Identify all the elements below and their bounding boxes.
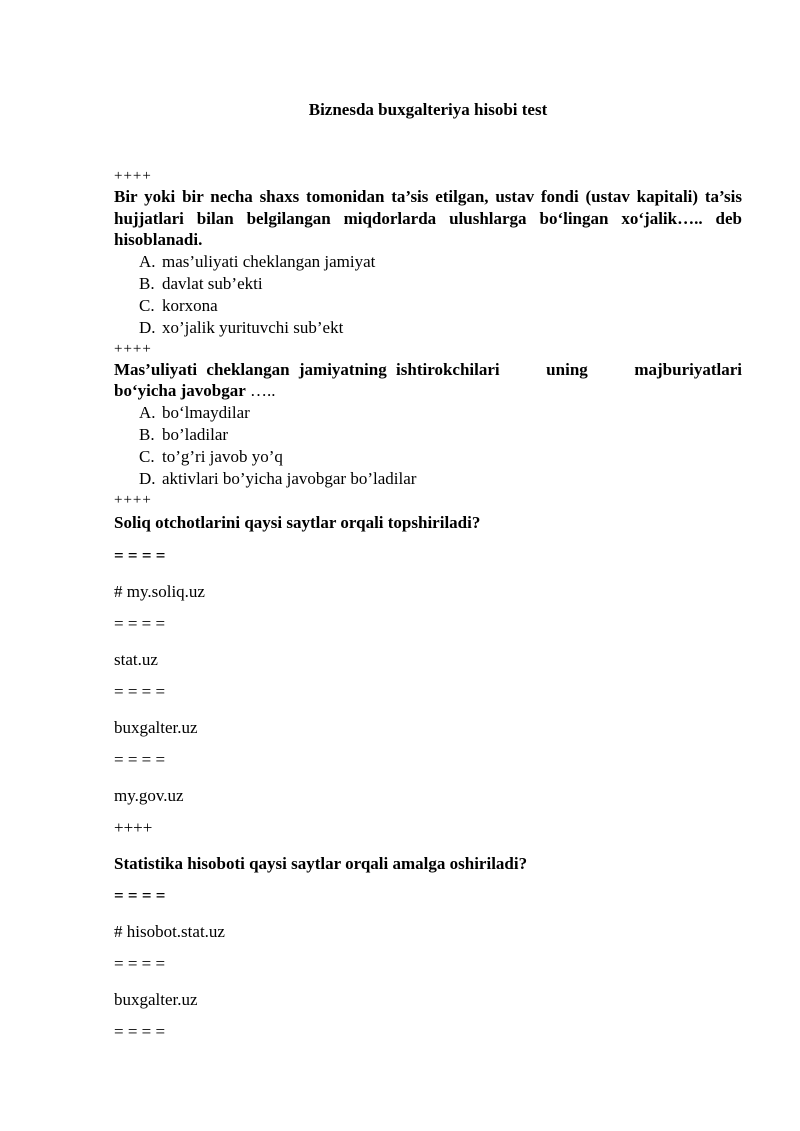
- answer-separator: = = = =: [114, 750, 166, 769]
- question-1-options: [114, 251, 742, 339]
- question-4-text: Statistika hisoboti qaysi saytlar orqali amalga oshiriladi?: [114, 854, 528, 873]
- option-item: [114, 273, 742, 295]
- option-text: korxona: [162, 295, 218, 315]
- answer-item: # hisobot.stat.uz: [114, 921, 225, 941]
- option-letter: D.: [139, 317, 156, 337]
- document-title: Biznesda buxgalteriya hisobi test: [308, 100, 548, 119]
- question-marker: ++++: [114, 340, 152, 357]
- option-letter: D.: [139, 468, 156, 488]
- option-text: to’g’ri javob yo’q: [162, 446, 283, 466]
- answer-separator: = = = =: [114, 885, 166, 905]
- question-marker: ++++: [114, 168, 152, 184]
- question-marker: ++++: [114, 491, 152, 508]
- question-3-text: Soliq otchotlarini qaysi saytlar orqali topshiriladi?: [114, 512, 481, 532]
- answer-separator: = = = =: [114, 682, 166, 701]
- answer-separator: = = = =: [114, 614, 166, 633]
- answer-item: buxgalter.uz: [114, 718, 198, 737]
- option-letter: C.: [139, 295, 155, 315]
- question-2-options: [114, 402, 742, 490]
- answer-separator: = = = =: [114, 546, 166, 565]
- question-1-text: Bir yoki bir necha shaxs tomonidan ta’sis etilgan, ustav fondi (ustav kapitali) ta’sis hujjatlari bilan belgilangan miqdorlarda ulushlarga bo‘lingan xo‘jalik….. deb hisoblanadi.: [114, 187, 742, 249]
- option-letter: B.: [139, 424, 155, 444]
- option-item: [114, 424, 742, 446]
- option-text: xo’jalik yurituvchi sub’ekt: [162, 317, 344, 337]
- question-2-text: [114, 359, 747, 402]
- answer-separator: = = = =: [114, 1021, 166, 1041]
- question-marker: ++++: [114, 818, 153, 837]
- option-item: [114, 446, 742, 468]
- option-text: bo’ladilar: [162, 424, 229, 444]
- answer-item: stat.uz: [114, 650, 158, 669]
- answer-separator: = = = =: [114, 953, 166, 973]
- option-item: [114, 468, 742, 490]
- option-letter: B.: [139, 273, 155, 293]
- option-item: [114, 317, 742, 339]
- option-letter: A.: [139, 251, 156, 271]
- option-item: [114, 295, 742, 317]
- question-2-tail: …..: [245, 381, 276, 400]
- question-2-main: Mas’uliyati cheklangan jamiyatning ishtirokchilari uning majburiyatlari bo‘yicha javobgar: [114, 359, 747, 400]
- option-text: davlat sub’ekti: [162, 273, 263, 293]
- answer-item: # my.soliq.uz: [114, 582, 205, 601]
- option-text: bo‘lmaydilar: [162, 402, 250, 422]
- option-text: mas’uliyati cheklangan jamiyat: [162, 251, 376, 271]
- option-letter: C.: [139, 446, 155, 466]
- option-item: [114, 251, 742, 273]
- option-item: [114, 402, 742, 424]
- option-letter: A.: [139, 402, 156, 422]
- answer-item: buxgalter.uz: [114, 989, 198, 1009]
- document-body: [114, 166, 747, 1043]
- option-text: aktivlari bo’yicha javobgar bo’ladilar: [162, 468, 417, 488]
- answer-item: my.gov.uz: [114, 786, 184, 805]
